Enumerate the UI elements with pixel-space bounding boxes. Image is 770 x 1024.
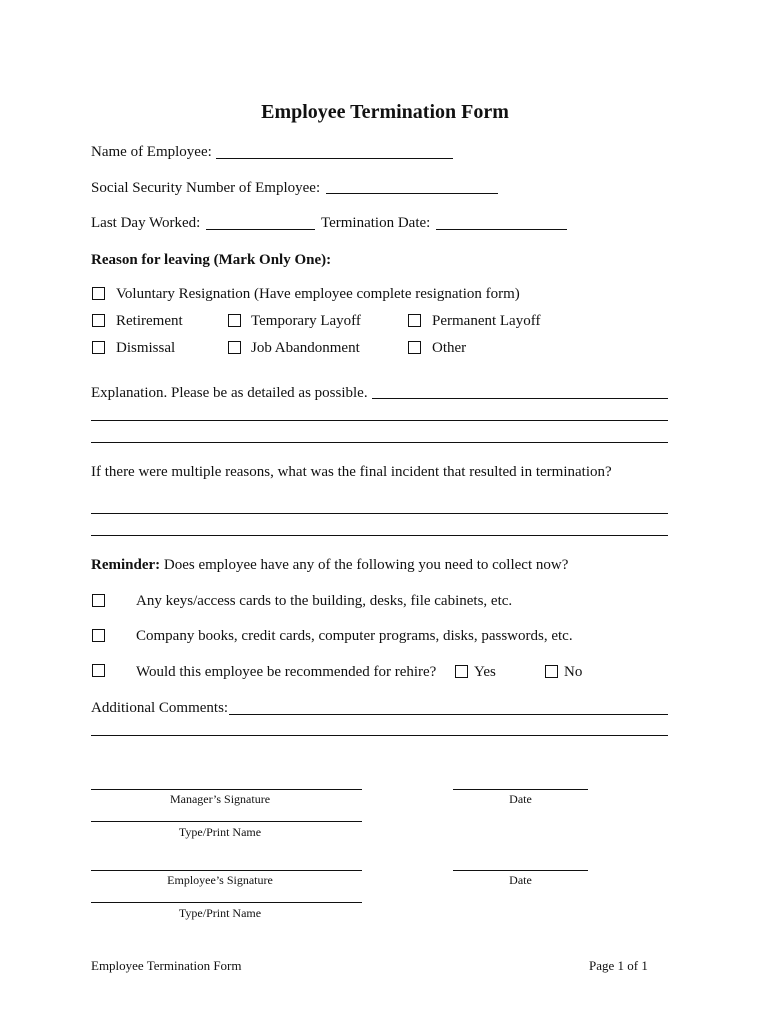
dismissal-checkbox[interactable]	[92, 341, 105, 354]
last-day-label: Last Day Worked:	[91, 215, 201, 231]
footer-title: Employee Termination Form	[91, 958, 242, 973]
form-title: Employee Termination Form	[261, 101, 509, 123]
name-field[interactable]	[216, 158, 453, 159]
other-checkbox[interactable]	[408, 341, 421, 354]
employee-print-line[interactable]	[91, 902, 362, 903]
ssn-field[interactable]	[326, 193, 498, 194]
additional-comments-line-1[interactable]	[229, 714, 668, 715]
manager-print-line[interactable]	[91, 821, 362, 822]
rehire-yes-checkbox[interactable]	[455, 665, 468, 678]
keys-checkbox[interactable]	[92, 594, 105, 607]
employee-date-line[interactable]	[453, 870, 588, 871]
rehire-no-checkbox[interactable]	[545, 665, 558, 678]
manager-print-caption: Type/Print Name	[178, 825, 262, 839]
name-label: Name of Employee:	[91, 144, 212, 160]
employee-signature-caption: Employee’s Signature	[167, 873, 273, 887]
rehire-yes-label: Yes	[474, 664, 496, 680]
termination-date-field[interactable]	[436, 229, 567, 230]
final-incident-line-1[interactable]	[91, 513, 668, 514]
reminder-text	[91, 556, 568, 574]
additional-comments-label: Additional Comments:	[91, 700, 229, 716]
manager-date-caption: Date	[509, 792, 532, 806]
job-abandonment-label: Job Abandonment	[251, 340, 360, 356]
employee-signature-line[interactable]	[91, 870, 362, 871]
final-incident-line-2[interactable]	[91, 535, 668, 536]
rehire-no-label: No	[564, 664, 583, 680]
permanent-layoff-checkbox[interactable]	[408, 314, 421, 327]
manager-signature-caption: Manager’s Signature	[169, 792, 271, 806]
retirement-checkbox[interactable]	[92, 314, 105, 327]
employee-print-caption: Type/Print Name	[178, 906, 262, 920]
explanation-line-1[interactable]	[372, 398, 668, 399]
books-checkbox[interactable]	[92, 629, 105, 642]
keys-label: Any keys/access cards to the building, desks, file cabinets, etc.	[136, 593, 513, 609]
retirement-label: Retirement	[116, 313, 183, 329]
rehire-checkbox[interactable]	[92, 664, 105, 677]
job-abandonment-checkbox[interactable]	[228, 341, 241, 354]
final-incident-label: If there were multiple reasons, what was the final incident that resulted in termination?	[91, 464, 612, 480]
voluntary-checkbox[interactable]	[92, 287, 105, 300]
reason-heading: Reason for leaving (Mark Only One):	[91, 252, 332, 268]
other-label: Other	[432, 340, 467, 356]
reminder-question: Does employee have any of the following you need to collect now?	[163, 557, 569, 573]
page-number: Page 1 of 1	[589, 958, 648, 973]
termination-date-label: Termination Date:	[321, 215, 431, 231]
dismissal-label: Dismissal	[116, 340, 176, 356]
manager-signature-line[interactable]	[91, 789, 362, 790]
books-label: Company books, credit cards, computer programs, disks, passwords, etc.	[136, 628, 573, 644]
explanation-line-2[interactable]	[91, 420, 668, 421]
explanation-label: Explanation. Please be as detailed as possible.	[91, 385, 368, 401]
last-day-field[interactable]	[206, 229, 315, 230]
rehire-label: Would this employee be recommended for rehire?	[136, 664, 437, 680]
manager-date-line[interactable]	[453, 789, 588, 790]
permanent-layoff-label: Permanent Layoff	[432, 313, 541, 329]
employee-date-caption: Date	[509, 873, 532, 887]
temporary-layoff-checkbox[interactable]	[228, 314, 241, 327]
additional-comments-line-2[interactable]	[91, 735, 668, 736]
reminder-label: Reminder:	[91, 557, 161, 573]
temporary-layoff-label: Temporary Layoff	[251, 313, 361, 329]
ssn-label: Social Security Number of Employee:	[91, 180, 321, 196]
voluntary-label: Voluntary Resignation (Have employee complete resignation form)	[116, 286, 520, 302]
explanation-line-3[interactable]	[91, 442, 668, 443]
